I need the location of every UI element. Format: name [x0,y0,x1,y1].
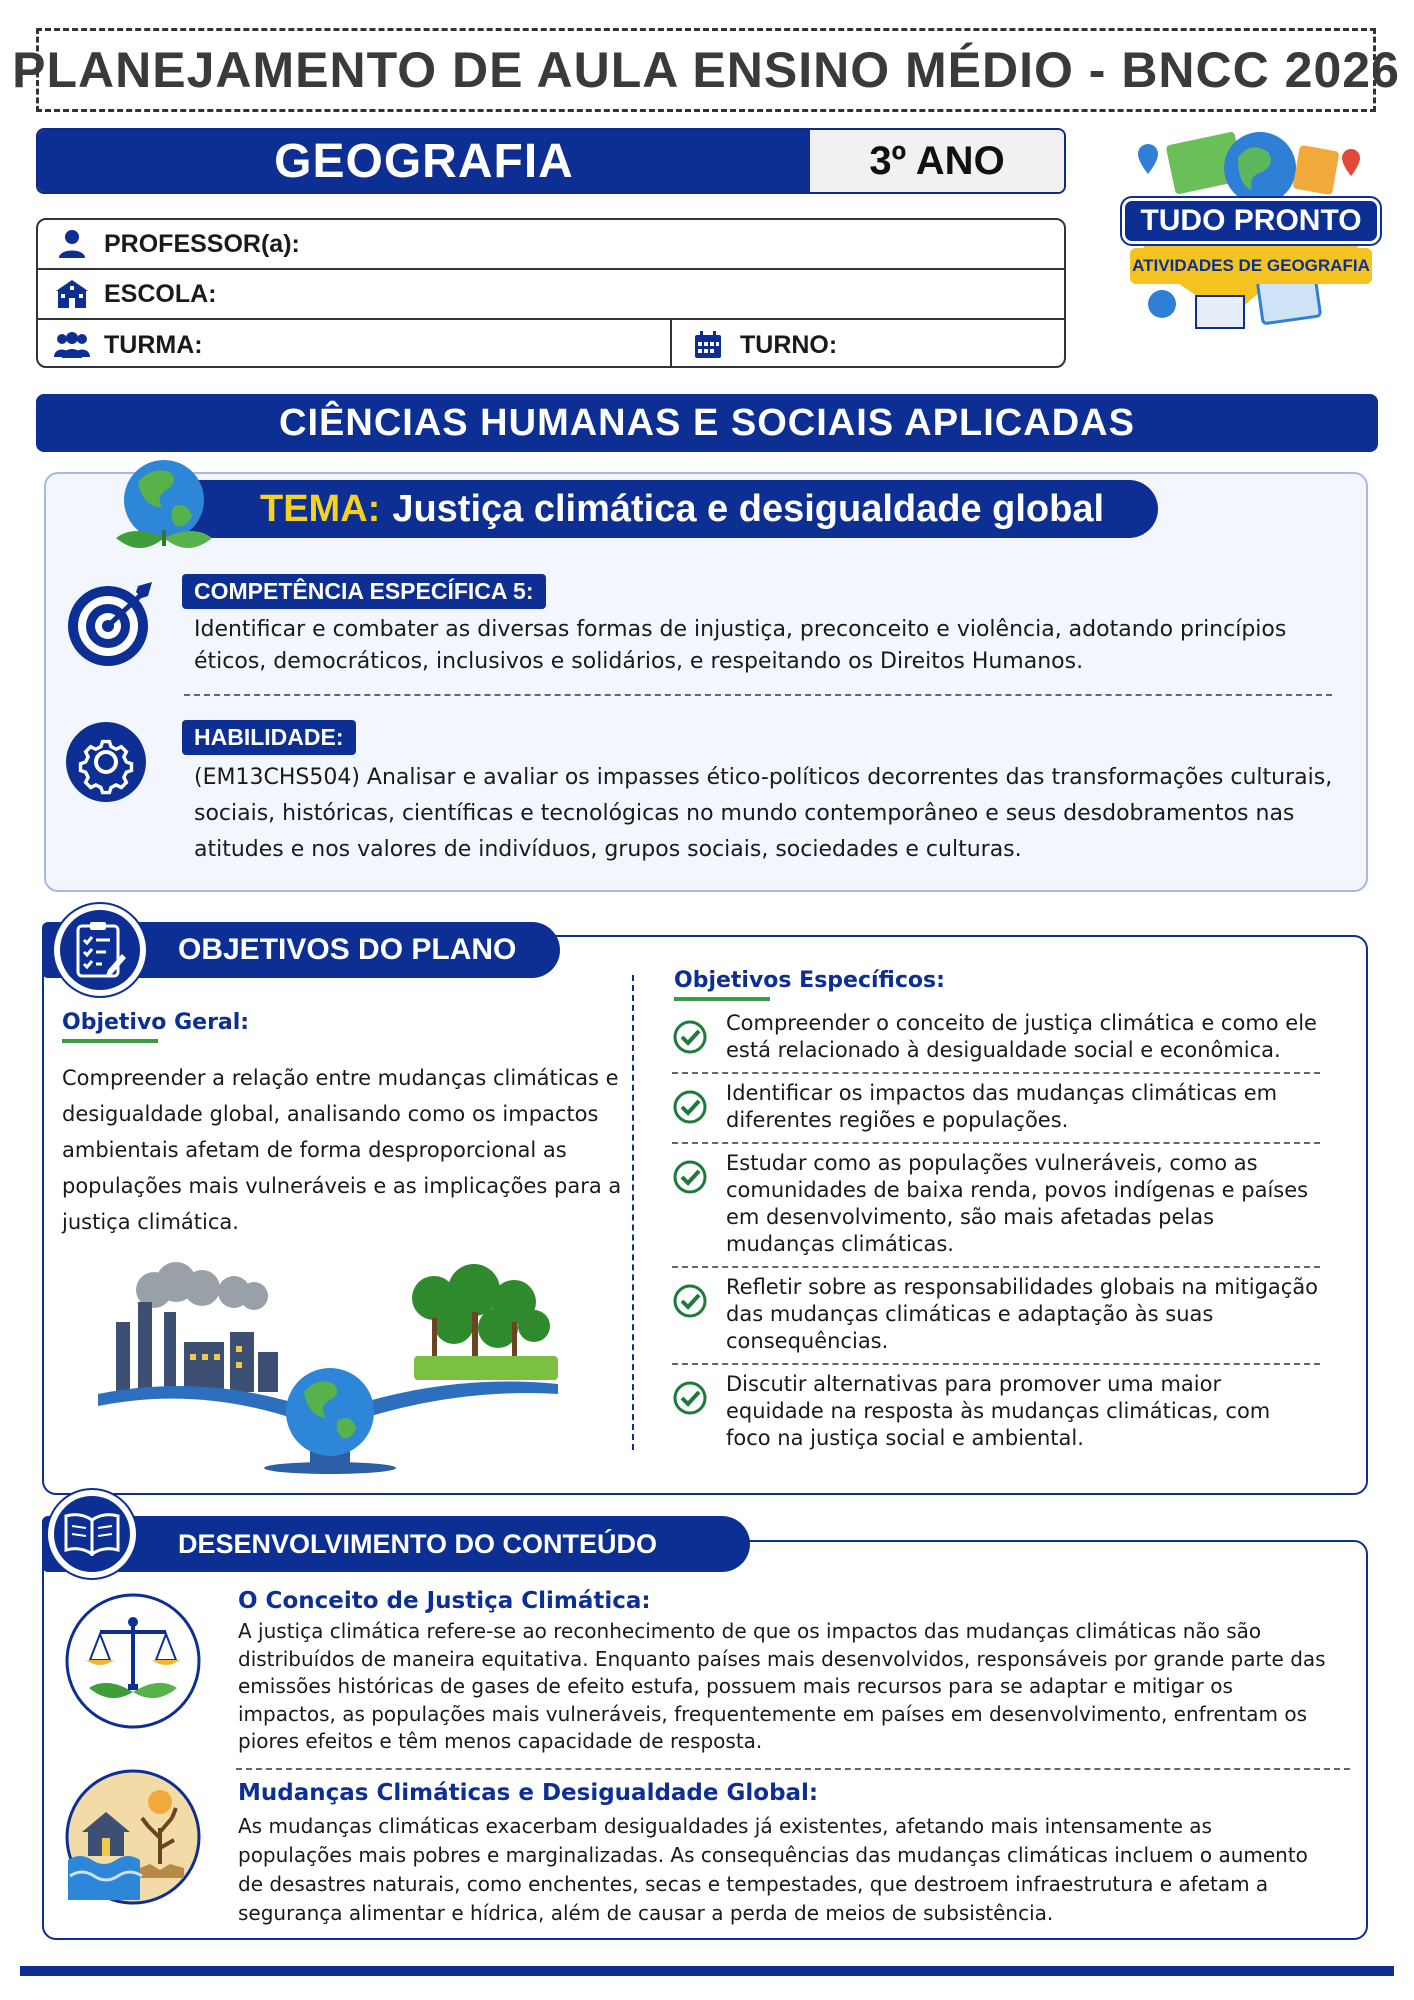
objetivos-banner: OBJETIVOS DO PLANO [42,922,560,978]
objetivo-geral-text: Compreender a relação entre mudanças climáticas e desigualdade global, analisando como os impactos ambientais afetam de forma desproporcional as populações mais vulneráveis e as implicações para a justiça climática. [62,1066,622,1234]
column-divider [632,975,634,1450]
competencia-label: COMPETÊNCIA ESPECÍFICA 5: [182,574,546,609]
objetivo-especifico-text: Compreender o conceito de justiça climática e como ele está relacionado à desigualdade social e econômica. [726,1011,1317,1062]
check-circle-icon [672,1080,726,1134]
objetivo-especifico-text: Estudar como as populações vulneráveis, como as comunidades de baixa renda, povos indígenas e países em desenvolvimento, são mais afetadas pelas mudanças climáticas. [726,1151,1309,1256]
objetivo-especifico-text: Identificar os impactos das mudanças climáticas em diferentes regiões e populações. [726,1081,1278,1132]
divider [236,1768,1350,1770]
info-table [36,218,1066,368]
objetivos-especificos-list [672,1004,1320,1460]
grade-label: 3º ANO [810,130,1064,192]
desenvolvimento-banner: DESENVOLVIMENTO DO CONTEÚDO [42,1516,750,1572]
dev-item-text: A justiça climática refere-se ao reconhecimento de que os impactos das mudanças climáticas não são distribuídos de maneira equitativa. Enquanto países mais desenvolvidos, responsáveis por grande parte das emissões históricas de gases de efeito estufa, possuem mais recursos para se adaptar e mitigar os impactos, as populações mais vulneráveis, frequentemente em países em desenvolvimento, enfrentam os piores efeitos e têm menos capacidade de resposta. [238,1619,1326,1753]
logo-title: TUDO PRONTO [1122,198,1380,244]
target-icon [62,578,154,670]
turma-cell[interactable] [38,320,672,368]
area-banner: CIÊNCIAS HUMANAS E SOCIAIS APLICADAS [36,394,1378,452]
objetivo-especifico-text: Refletir sobre as responsabilidades globais na mitigação das mudanças climáticas e adaptação às suas consequências. [726,1275,1319,1353]
footer-line [20,1966,1394,1976]
list-item [672,1365,1320,1460]
tema-banner [174,480,1158,538]
list-item [672,1144,1320,1268]
person-icon [52,229,92,259]
scale-plant-icon [64,1592,202,1730]
logo-subtitle: ATIVIDADES DE GEOGRAFIA [1130,248,1372,284]
turno-cell[interactable] [672,320,837,368]
list-item [672,1268,1320,1365]
dev-item-title: Mudanças Climáticas e Desigualdade Global: [238,1780,819,1806]
subject-name: GEOGRAFIA [38,130,810,192]
habilidade-text: (EM13CHS504) Analisar e avaliar os impasses ético-políticos decorrentes das transformações culturais, sociais, históricas, científicas e tecnológicas no mundo contemporâneo e seus desdobramentos nas atitudes e nos valores de indivíduos, grupos sociais, sociedades e culturas. [194,765,1333,862]
tudo-pronto-logo [1110,128,1400,338]
check-circle-icon [672,1274,726,1328]
group-icon [52,330,92,360]
subject-bar [36,128,1066,194]
objetivos-especificos-label: Objetivos Específicos: [674,968,945,993]
professor-label: PROFESSOR(a): [104,229,300,258]
heading-underline [674,997,770,1001]
gear-icon [62,718,150,806]
competencia-text: Identificar e combater as diversas formas de injustiça, preconceito e violência, adotando princípios éticos, democráticos, inclusivos e solidários, e respeitando os Direitos Humanos. [194,617,1287,674]
flood-drought-icon [64,1768,202,1906]
turma-turno-row [38,320,1064,368]
objetivo-geral-label: Objetivo Geral: [62,1010,250,1035]
escola-row[interactable] [38,270,1064,320]
book-icon [48,1490,136,1578]
dev-item-title: O Conceito de Justiça Climática: [238,1588,651,1614]
check-circle-icon [672,1150,726,1204]
objetivos-especificos-heading [674,968,945,1001]
turma-label: TURMA: [104,330,203,359]
school-icon [52,279,92,309]
clipboard-icon [54,904,146,996]
check-circle-icon [672,1010,726,1064]
heading-underline [62,1039,158,1043]
globe-plant-icon [108,452,220,564]
professor-row[interactable] [38,220,1064,270]
calendar-icon [688,330,728,360]
check-circle-icon [672,1371,726,1425]
objetivo-geral-heading [62,1010,249,1043]
divider [184,694,1332,696]
dev-item-text: As mudanças climáticas exacerbam desigualdades já existentes, afetando mais intensamente as populações mais pobres e marginalizadas. As consequências das mudanças climáticas incluem o aumento de desastres naturais, como enchentes, secas e tempestades, que destroem infraestrutura e afetam a segurança alimentar e hídrica, além de causar a perda de meios de subsistência. [238,1814,1308,1925]
list-item [672,1004,1320,1074]
page-title: PLANEJAMENTO DE AULA ENSINO MÉDIO - BNCC 2026 [36,28,1376,112]
objetivo-especifico-text: Discutir alternativas para promover uma maior equidade na resposta às mudanças climáticas, com foco na justiça social e ambiental. [726,1372,1271,1450]
tema-label: TEMA: [260,487,381,530]
turno-label: TURNO: [740,330,838,359]
balance-scale-illustration [94,1262,564,1474]
escola-label: ESCOLA: [104,279,217,308]
list-item [672,1074,1320,1144]
tema-title: Justiça climática e desigualdade global [392,487,1105,530]
habilidade-label: HABILIDADE: [182,720,356,755]
